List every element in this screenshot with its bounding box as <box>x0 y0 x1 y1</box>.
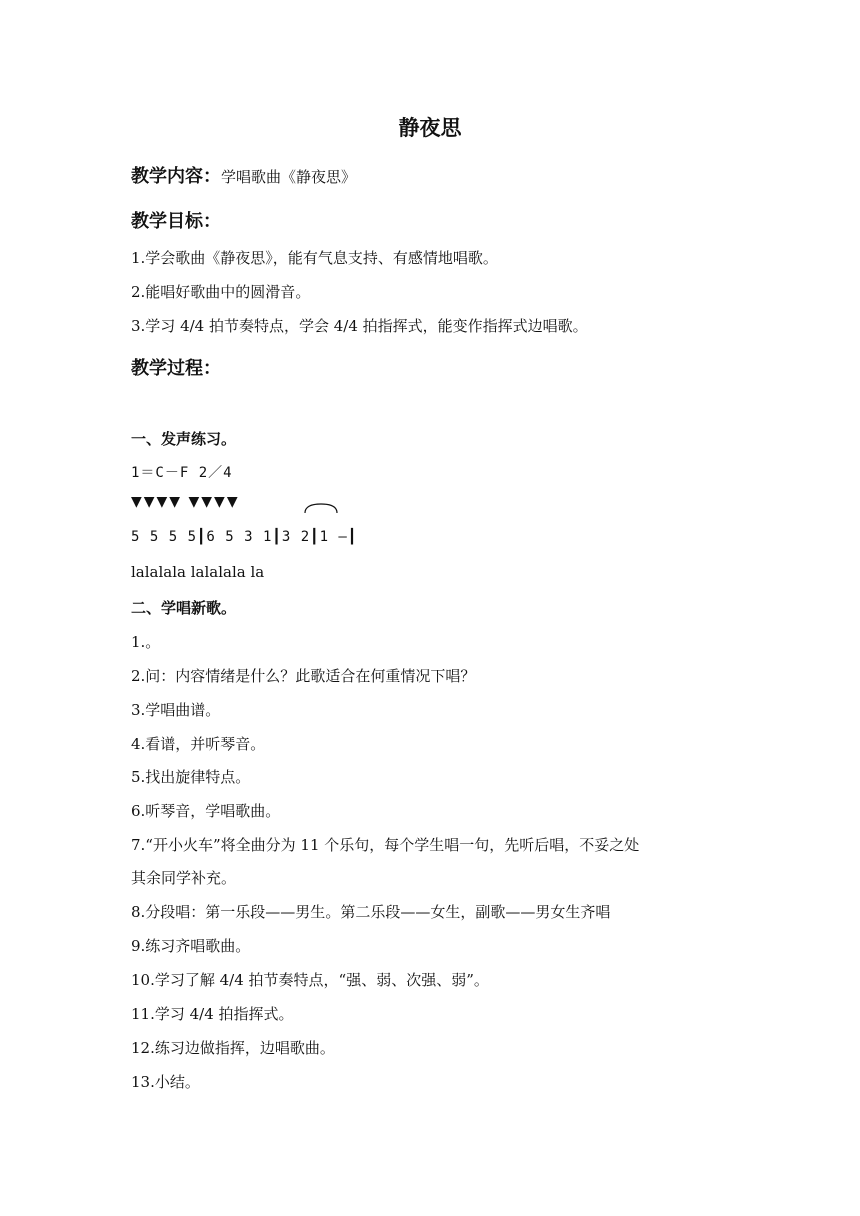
teaching-goals-label: 教学目标： <box>131 211 221 232</box>
part1-heading: 一、发声练习。 <box>131 430 237 448</box>
teaching-content-label: 教学内容： <box>131 166 221 187</box>
step-item: 9.练习齐唱歌曲。 <box>131 937 251 955</box>
teaching-content-value: 学唱歌曲《静夜思》 <box>221 168 357 186</box>
goal-item: 2.能唱好歌曲中的圆滑音。 <box>131 283 311 301</box>
accent-marks: ▼▼▼▼ ▼▼▼▼ <box>131 494 240 510</box>
step-item: 1.。 <box>131 633 161 651</box>
numbered-notation: 5 5 5 5┃6 5 3 1┃3 2┃1 —┃ <box>131 529 358 545</box>
slur-mark <box>303 501 339 515</box>
practice-lyrics: lalalala lalalala la <box>131 563 265 581</box>
step-item: 10.学习了解 4/4 拍节奏特点，“强、弱、次强、弱”。 <box>131 971 489 989</box>
step-item: 13.小结。 <box>131 1073 200 1091</box>
step-item: 8.分段唱：第一乐段——男生。第二乐段——女生，副歌——男女生齐唱 <box>131 903 611 921</box>
goal-item: 1.学会歌曲《静夜思》，能有气息支持、有感情地唱歌。 <box>131 249 498 267</box>
step-item: 11.学习 4/4 拍指挥式。 <box>131 1005 294 1023</box>
step-item: 3.学唱曲谱。 <box>131 701 221 719</box>
step-item: 5.找出旋律特点。 <box>131 768 251 786</box>
step-item-continuation: 其余同学补充。 <box>131 869 237 887</box>
step-item: 7.“开小火车”将全曲分为 11 个乐句，每个学生唱一句，先听后唱，不妥之处 <box>131 836 640 854</box>
goal-item: 3.学习 4/4 拍节奏特点，学会 4/4 拍指挥式，能变作指挥式边唱歌。 <box>131 317 588 335</box>
step-item: 6.听琴音，学唱歌曲。 <box>131 802 281 820</box>
key-signature: 1＝C－F 2／4 <box>131 465 233 481</box>
step-item: 2.问：内容情绪是什么？此歌适合在何重情况下唱？ <box>131 667 476 685</box>
step-item: 12.练习边做指挥，边唱歌曲。 <box>131 1039 335 1057</box>
part2-heading: 二、学唱新歌。 <box>131 599 237 617</box>
document-title: 静夜思 <box>398 116 462 140</box>
teaching-content <box>131 162 356 188</box>
teaching-process-label: 教学过程： <box>131 358 221 379</box>
step-item: 4.看谱，并听琴音。 <box>131 735 266 753</box>
